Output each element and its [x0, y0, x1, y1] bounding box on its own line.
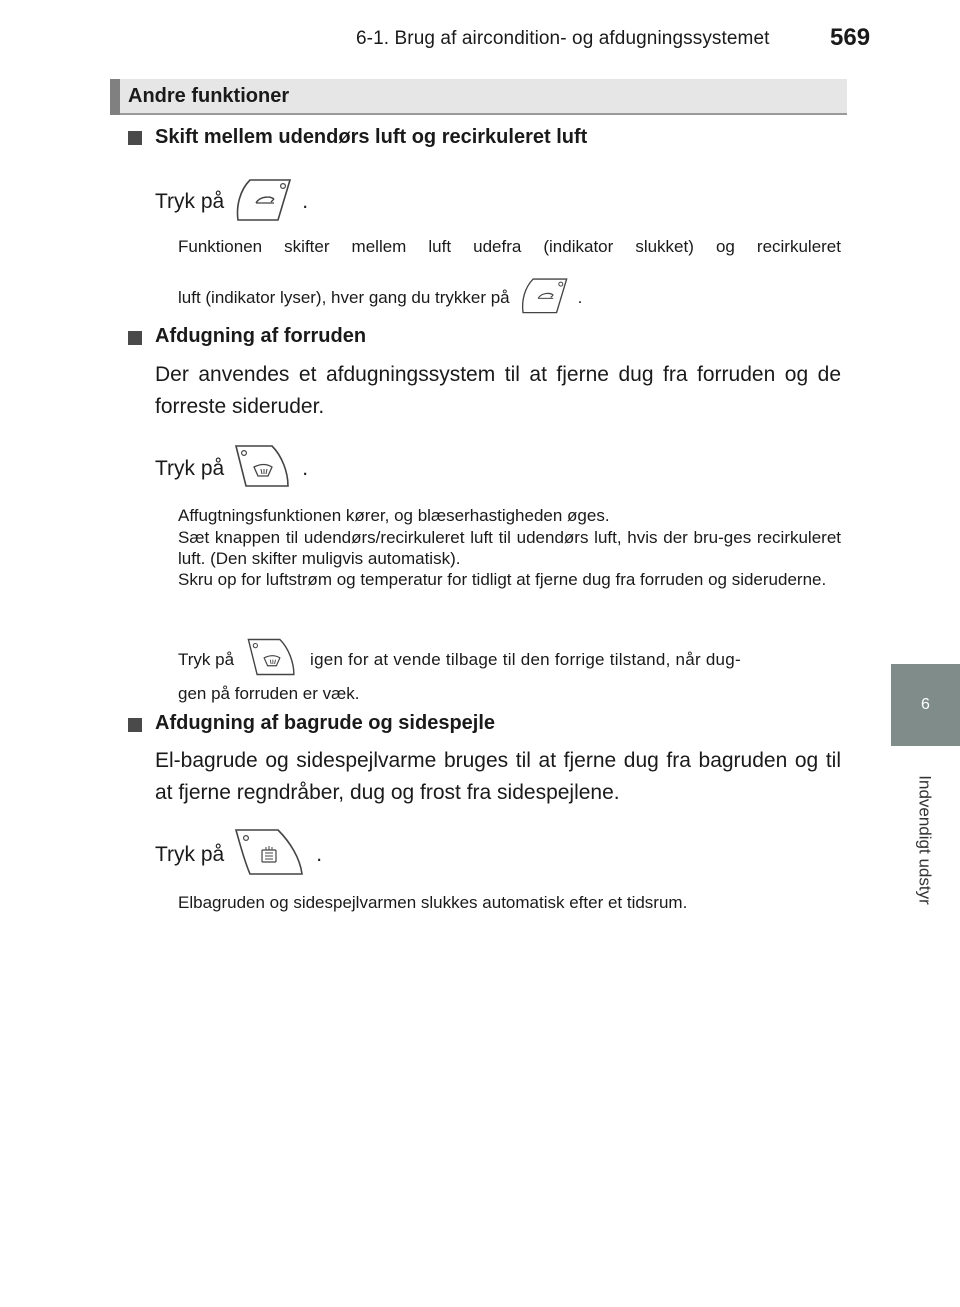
chapter-tab-label: Indvendigt udstyr	[916, 775, 935, 905]
heading-rear-defog: Afdugning af bagrude og sidespejle	[155, 712, 496, 734]
note-front-defog-2: Sæt knappen til udendørs/recirkuleret luft til udendørs luft, hvis der bru-ges recirkuleret luft. (Den skifter muligvis automatisk).	[178, 528, 841, 568]
front-defogger-button-icon	[244, 636, 300, 683]
heading-recirculation: Skift mellem udendørs luft og recirkuleret luft	[155, 126, 588, 148]
note-front-defog-3: Skru op for luftstrøm og temperatur for tidligt at fjerne dug fra forruden og sideruderne.	[178, 570, 827, 589]
bullet-square	[128, 131, 142, 145]
note-front-defog-5: gen på forruden er væk.	[178, 684, 360, 703]
running-header-title: 6-1. Brug af aircondition- og afdugningssystemet	[356, 28, 770, 49]
recirculation-button-icon	[232, 176, 294, 228]
section-header-bar	[110, 79, 120, 115]
recirculation-button-icon	[518, 275, 570, 320]
bullet-square	[128, 331, 142, 345]
section-title: Andre funktioner	[128, 85, 290, 107]
note-rear-defog: Elbagruden og sidespejlvarmen slukkes automatisk efter et tidsrum.	[178, 893, 688, 912]
heading-front-defog: Afdugning af forruden	[155, 325, 367, 347]
note-front-defog-4: Tryk på igen for at vende tilbage til den forrige tilstand, når dug-	[178, 636, 841, 683]
body-rear-defog: El-bagrude og sidespejlvarme bruges til at fjerne dug fra bagruden og til at fjerne regndråber, dug og frost fra sidespejlene.	[155, 749, 841, 804]
note-front-defog-1: Affugtningsfunktionen kører, og blæserhastigheden øges.	[178, 506, 610, 525]
note-recirculation-1: Funktionen skifter mellem luft udefra (indikator slukket) og recirkuleret	[178, 237, 841, 256]
body-front-defog: Der anvendes et afdugningssystem til at fjerne dug fra forruden og de forreste sideruder.	[155, 363, 841, 418]
press-line-recirculation: Tryk på .	[155, 176, 308, 228]
press-line-front-defog: Tryk på .	[155, 442, 308, 496]
chapter-tab-number: 6	[891, 664, 960, 746]
press-prefix: Tryk på	[155, 190, 225, 213]
note-recirculation-2: luft (indikator lyser), hver gang du trykker på .	[178, 275, 582, 320]
press-line-rear-defog: Tryk på .	[155, 826, 322, 884]
page-number: 569	[830, 24, 871, 51]
front-defogger-button-icon	[232, 442, 294, 496]
rear-defogger-button-icon	[232, 826, 308, 884]
bullet-square	[128, 718, 142, 732]
